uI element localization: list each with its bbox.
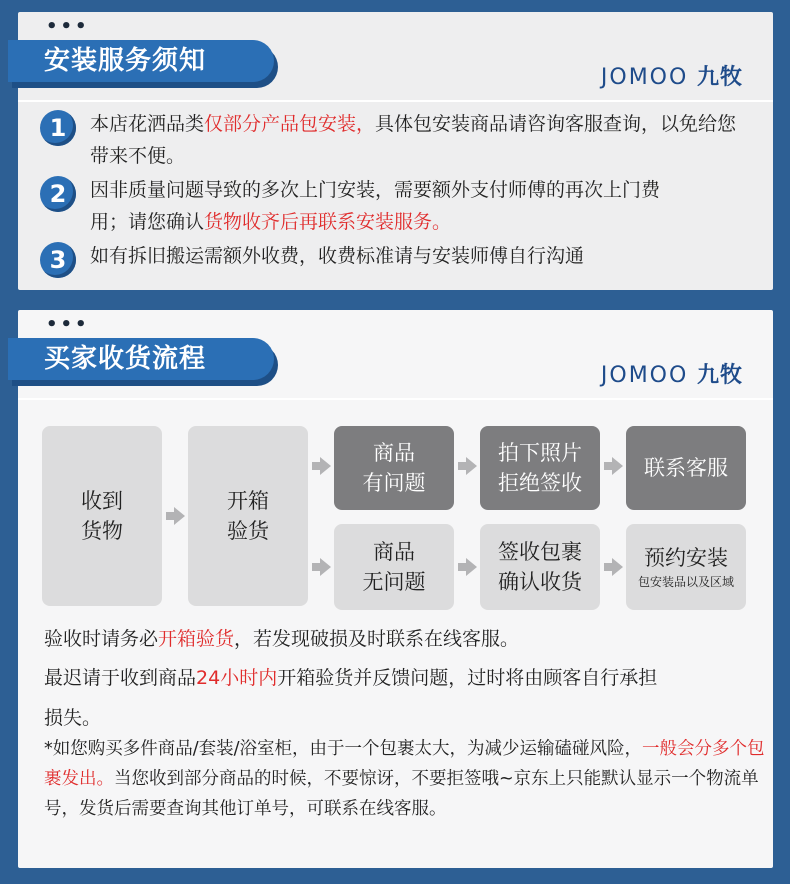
notice-item-3 (40, 240, 760, 278)
number-2-icon: 2 (40, 176, 76, 212)
install-notice-panel (18, 12, 773, 290)
brand-logo-en: JOMOO (600, 363, 689, 388)
notice-item-2 (40, 174, 760, 238)
flow-step-problem: 商品 有问题 (334, 426, 454, 510)
inspect-note: 验收时请务必开箱验货，若发现破损及时联系在线客服。 (44, 628, 520, 650)
flow-step-contact-service: 联系客服 (626, 426, 746, 510)
flow-step-receive: 收到 货物 (42, 426, 162, 606)
brand-logo (601, 60, 743, 91)
arrow-right-icon (466, 558, 477, 576)
deadline-note: 最迟请于收到商品24小时内开箱验货并反馈问题，过时将由顾客自行承担损失。 (44, 667, 658, 729)
dots-decoration: ••• (46, 314, 90, 335)
notice-text: 因非质量问题导致的多次上门安装，需要额外支付师傅的再次上门费用；请您确认 (90, 179, 661, 233)
flow-step-no-problem: 商品 无问题 (334, 524, 454, 610)
multi-package-note: *如您购买多件商品/套装/浴室柜，由于一个包裹太大，为减少运输磕碰风险，一般会分多个包裹发出。当您收到部分商品的时候，不要惊讶，不要拒签哦~京东上只能默认显示一个物流单号，发货后需要查询其他订单号，可联系在线客服。 (44, 739, 765, 819)
notice-text: 如有拆旧搬运需额外收费，收费标准请与安装师傅自行沟通 (90, 245, 585, 267)
receive-flow-panel (18, 310, 773, 868)
install-notice-title: 安装服务须知 (8, 40, 274, 82)
flow-step-sign-confirm: 签收包裹 确认收货 (480, 524, 600, 610)
arrow-right-icon (612, 558, 623, 576)
notice-text: 具体包安装商品请咨询客服查询，以免给您带来不便。 (90, 113, 737, 167)
arrow-right-icon (466, 457, 477, 475)
arrow-right-icon (612, 457, 623, 475)
notice-text: 本店花洒品类 (90, 113, 205, 135)
flow-step-photo-reject: 拍下照片 拒绝签收 (480, 426, 600, 510)
number-1-icon: 1 (40, 110, 76, 146)
arrow-right-icon (320, 457, 331, 475)
arrow-right-icon (320, 558, 331, 576)
brand-logo (601, 358, 743, 389)
brand-logo-cn: 九牧 (696, 363, 743, 388)
divider (18, 398, 773, 400)
notice-highlight: 仅部分产品包安装， (204, 113, 376, 135)
brand-logo-en: JOMOO (600, 65, 689, 90)
flow-step-book-install: 预约安装 包安装品以及区域 (626, 524, 746, 610)
arrow-right-icon (174, 507, 185, 525)
receive-flow-title: 买家收货流程 (8, 338, 274, 380)
divider (18, 100, 773, 102)
flow-step-inspect: 开箱 验货 (188, 426, 308, 606)
notice-highlight: 货物收齐后再联系安装服务。 (204, 211, 452, 233)
number-3-icon: 3 (40, 242, 76, 278)
brand-logo-cn: 九牧 (696, 65, 743, 90)
dots-decoration: ••• (46, 16, 90, 37)
notice-item-1 (40, 108, 760, 172)
